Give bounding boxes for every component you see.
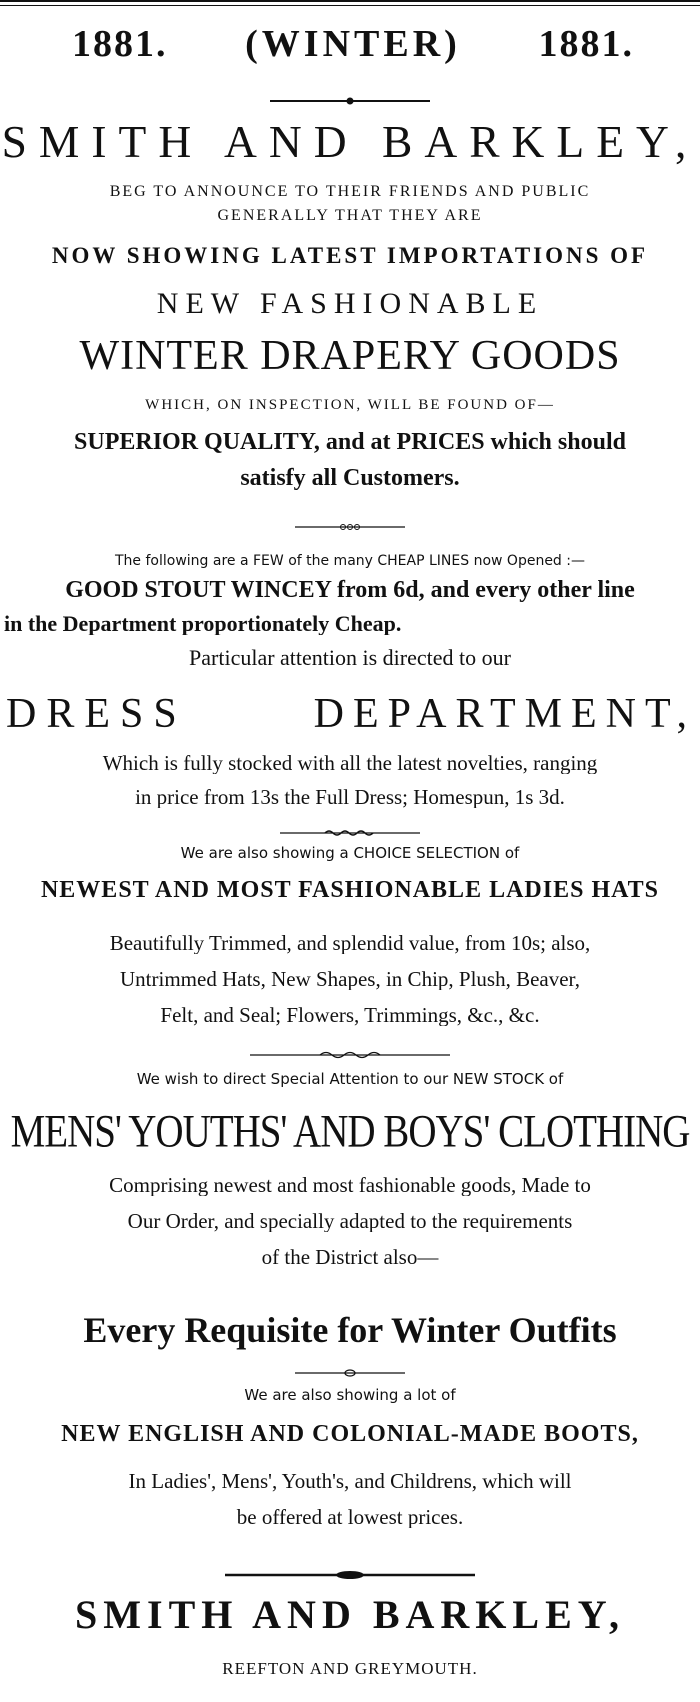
footer-location: REEFTON AND GREYMOUTH. xyxy=(222,1660,478,1678)
ornament-divider-6 xyxy=(0,1570,700,1580)
winter-outfits-title: Every Requisite for Winter Outfits xyxy=(83,1312,617,1350)
top-border-rule xyxy=(0,0,700,6)
boots-intro: We are also showing a lot of xyxy=(244,1388,456,1404)
satisfy-customers-line: satisfy all Customers. xyxy=(240,466,460,491)
cheap-lines-intro: The following are a FEW of the many CHEAP LINES now Opened :— xyxy=(115,554,585,569)
announce-line-1: BEG TO ANNOUNCE TO THEIR FRIENDS AND PUBLIC xyxy=(109,184,591,200)
ornament-rule-icon xyxy=(225,1570,475,1580)
firm-name-title: SMITH AND BARKLEY, xyxy=(1,118,699,166)
ornament-divider-4 xyxy=(0,1050,700,1060)
year-right: 1881. xyxy=(538,23,634,65)
announce-line-2: GENERALLY THAT THEY ARE xyxy=(217,208,483,224)
boots-line-1: In Ladies', Mens', Youth's, and Childrens, which will xyxy=(128,1470,572,1493)
particular-attention-line: Particular attention is directed to our xyxy=(189,646,511,670)
dress-line-2: in price from 13s the Full Dress; Homespun, 1s 3d. xyxy=(135,786,565,809)
now-showing-line: NOW SHOWING LATEST IMPORTATIONS OF xyxy=(51,244,649,268)
ornament-divider-3 xyxy=(0,828,700,838)
hats-line-2: Untrimmed Hats, New Shapes, in Chip, Plush, Beaver, xyxy=(120,968,580,991)
clothing-line-3: of the District also— xyxy=(261,1246,439,1269)
dress-title-left: DRESS xyxy=(6,691,187,737)
dress-title-right: DEPARTMENT, xyxy=(313,691,696,737)
ornament-rule-icon xyxy=(280,828,420,838)
superior-quality-line: SUPERIOR QUALITY, and at PRICES which should xyxy=(74,430,626,455)
dress-department-title xyxy=(0,690,700,738)
season-label: (WINTER) xyxy=(245,23,461,65)
ornament-divider-1 xyxy=(0,96,700,106)
header-line xyxy=(0,22,700,66)
winter-drapery-title: WINTER DRAPERY GOODS xyxy=(79,334,621,379)
boots-line-2: be offered at lowest prices. xyxy=(236,1506,464,1529)
ornament-divider-5 xyxy=(0,1368,700,1378)
clothing-line-1: Comprising newest and most fashionable goods, Made to xyxy=(109,1174,591,1197)
hats-line-3: Felt, and Seal; Flowers, Trimmings, &c., &c. xyxy=(160,1004,540,1027)
new-stock-intro: We wish to direct Special Attention to our NEW STOCK of xyxy=(136,1072,564,1088)
ornament-rule-icon xyxy=(270,96,430,106)
hats-line-1: Beautifully Trimmed, and splendid value, from 10s; also, xyxy=(109,932,591,955)
department-cheap-line: in the Department proportionately Cheap. xyxy=(4,612,402,636)
ornament-rule-icon xyxy=(295,1368,405,1378)
footer-firm-name: SMITH AND BARKLEY, xyxy=(75,1594,625,1636)
clothing-line-2: Our Order, and specially adapted to the requirements xyxy=(127,1210,573,1233)
ornament-rule-icon xyxy=(295,522,405,532)
wincey-line: GOOD STOUT WINCEY from 6d, and every other line xyxy=(65,578,635,603)
year-left: 1881. xyxy=(72,23,168,65)
dress-line-1: Which is fully stocked with all the latest novelties, ranging xyxy=(102,752,598,775)
ladies-hats-title: NEWEST AND MOST FASHIONABLE LADIES HATS xyxy=(40,878,660,903)
boots-title: NEW ENGLISH AND COLONIAL-MADE BOOTS, xyxy=(61,1422,639,1447)
which-on-inspection-line: WHICH, ON INSPECTION, WILL BE FOUND OF— xyxy=(145,398,555,413)
ornament-rule-icon xyxy=(250,1050,450,1060)
choice-selection-intro: We are also showing a CHOICE SELECTION of xyxy=(180,846,520,862)
new-fashionable-line: NEW FASHIONABLE xyxy=(156,288,544,320)
clothing-title: MENS' YOUTHS' AND BOYS' CLOTHING xyxy=(10,1108,690,1158)
ornament-divider-2 xyxy=(0,522,700,532)
